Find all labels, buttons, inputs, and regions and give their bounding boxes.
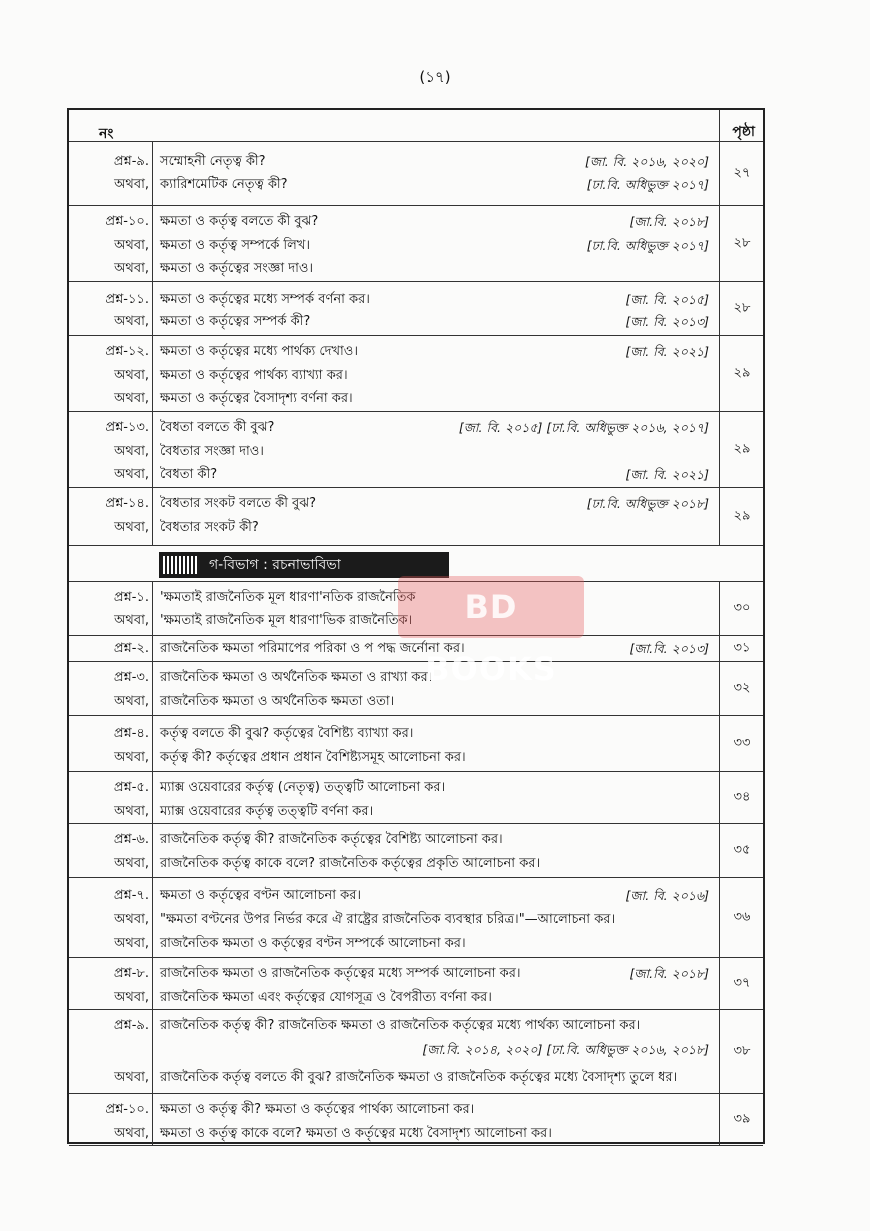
exam-reference: [জা. বি. ২০১৩] <box>625 314 709 329</box>
question-label: প্রশ্ন-৮. <box>113 966 149 981</box>
question-row <box>69 958 763 1010</box>
exam-reference: [জা. বি. ২০২১] <box>625 344 709 359</box>
question-label: অথবা, <box>114 990 149 1005</box>
question-text: রাজনৈতিক ক্ষমতা পরিমাপের পরিকা ও প পদ্ধ জর্নোনা কর। <box>160 641 465 656</box>
question-label: প্রশ্ন-৪. <box>113 726 149 741</box>
exam-reference: [জা.বি. ২০১৩] <box>629 641 709 656</box>
question-text: রাজনৈতিক ক্ষমতা এবং কর্তৃত্বের যোগসূত্র ও বৈপরীত্য বর্ণনা কর। <box>160 990 492 1005</box>
header-no: নং <box>99 126 114 142</box>
question-row <box>69 878 763 958</box>
question-label: প্রশ্ন-১০. <box>105 214 149 229</box>
exam-reference: [জা. বি. ২০১৬, ২০২০] <box>585 154 709 169</box>
question-label: অথবা, <box>114 1126 149 1141</box>
question-label: অথবা, <box>114 467 149 482</box>
question-text: ক্ষমতা ও কর্তৃত্ব কী? ক্ষমতা ও কর্তৃত্বের পার্থক্য আলোচনা কর। <box>160 1102 475 1117</box>
question-text: "ক্ষমতা বণ্টনের উপর নির্ভর করে ঐ রাষ্ট্রের রাজনৈতিক ব্যবস্থার চরিত্র।"—আলোচনা কর। <box>160 912 616 927</box>
question-row <box>69 412 763 488</box>
section-stripe-icon <box>163 556 199 574</box>
section-title <box>159 552 449 578</box>
question-text: রাজনৈতিক কর্তৃত্ব কী? রাজনৈতিক ক্ষমতা ও রাজনৈতিক কর্তৃত্বের মধ্যে পার্থক্য আলোচনা কর। <box>160 1018 641 1033</box>
question-row <box>69 1010 763 1094</box>
page-ref: ২৯ <box>733 365 751 380</box>
question-label: অথবা, <box>114 804 149 819</box>
question-row <box>69 142 763 206</box>
question-text: সম্মোহনী নেতৃত্ব কী? <box>160 154 266 169</box>
question-label: প্রশ্ন-১২. <box>105 344 149 359</box>
exam-reference: [ঢা.বি. অধিভুক্ত ২০১৮] <box>586 496 709 511</box>
exam-reference: [জা. বি. ২০১৬] <box>625 888 709 903</box>
question-text: বৈধতার সংকট বলতে কী বুঝ? <box>160 496 317 511</box>
question-text: কর্তৃত্ব বলতে কী বুঝ? কর্তৃত্বের বৈশিষ্ট্য ব্যাখ্যা কর। <box>160 726 414 741</box>
question-row <box>69 824 763 878</box>
question-row <box>69 716 763 772</box>
question-text: বৈধতা বলতে কী বুঝ? <box>160 420 275 435</box>
question-label: অথবা, <box>114 856 149 871</box>
question-text: ক্ষমতা ও কর্তৃত্বের বণ্টন আলোচনা কর। <box>160 888 362 903</box>
question-row <box>69 636 763 662</box>
exam-reference: [ঢা.বি. অধিভুক্ত ২০১৭] <box>586 177 709 192</box>
question-text: রাজনৈতিক ক্ষমতা ও কর্তৃত্বের বণ্টন সম্পর্কে আলোচনা কর। <box>160 936 466 951</box>
section-title-text: গ-বিভাগ : রচনাভাবিভা <box>209 557 341 573</box>
question-text: রাজনৈতিক ক্ষমতা ও রাজনৈতিক কর্তৃত্বের মধ্যে সম্পর্ক আলোচনা কর। <box>160 966 521 981</box>
question-text: ম্যাক্স ওয়েবারের কর্তৃত্ব (নেতৃত্ব) তত্ত্বটি আলোচনা কর। <box>160 780 446 795</box>
exam-reference: [জা.বি. ২০১৮] <box>629 214 709 229</box>
question-text: ক্ষমতা ও কর্তৃত্ব কাকে বলে? ক্ষমতা ও কর্তৃত্বের মধ্যে বৈসাদৃশ্য আলোচনা কর। <box>160 1126 552 1141</box>
question-row <box>69 772 763 824</box>
question-text: বৈধতার সংজ্ঞা দাও। <box>160 444 264 459</box>
page-ref: ৩৮ <box>733 1043 751 1058</box>
question-text: কর্তৃত্ব কী? কর্তৃত্বের প্রধান প্রধান বৈশিষ্ট্যসমূহ আলোচনা কর। <box>160 750 466 765</box>
question-text: ক্ষমতা ও কর্তৃত্বের বৈসাদৃশ্য বর্ণনা কর। <box>160 391 353 406</box>
question-label: প্রশ্ন-১১. <box>105 292 149 307</box>
page-ref: ৩৪ <box>733 789 751 804</box>
question-label: অথবা, <box>114 177 149 192</box>
question-label: অথবা, <box>114 694 149 709</box>
question-label: প্রশ্ন-১০. <box>105 1102 149 1117</box>
question-row <box>69 282 763 336</box>
question-label: প্রশ্ন-৭. <box>113 888 149 903</box>
page-ref: ৩০ <box>733 600 751 615</box>
question-text: বৈধতা কী? <box>160 467 218 482</box>
question-row <box>69 662 763 716</box>
page-ref: ৩১ <box>733 640 751 655</box>
question-text: 'ক্ষমতাই রাজনৈতিক মূল ধারণা'ভিক রাজনৈতিক। <box>160 613 413 628</box>
question-text: বৈধতার সংকট কী? <box>160 520 259 535</box>
page-ref: ৩২ <box>733 680 751 695</box>
question-row <box>69 336 763 412</box>
question-text: ম্যাক্স ওয়েবারের কর্তৃত্ব তত্ত্বটি বর্ণনা কর। <box>160 804 374 819</box>
page-ref: ৩৫ <box>733 842 751 857</box>
question-text: রাজনৈতিক কর্তৃত্ব কাকে বলে? রাজনৈতিক কর্তৃত্বের প্রকৃতি আলোচনা কর। <box>160 856 541 871</box>
exam-reference: [জা. বি. ২০২১] <box>625 467 709 482</box>
page-ref: ২৭ <box>733 165 751 180</box>
header-page: পৃষ্ঠা <box>732 124 755 140</box>
question-row <box>69 488 763 546</box>
watermark-logo: BD BOOKS <box>398 576 584 638</box>
question-label: অথবা, <box>114 520 149 535</box>
exam-reference: [জা.বি. ২০১৪, ২০২০] [ঢা.বি. অধিভুক্ত ২০১৬, ২০১৮] <box>422 1042 709 1057</box>
question-text: ক্ষমতা ও কর্তৃত্বের মধ্যে সম্পর্ক বর্ণনা কর। <box>160 292 370 307</box>
question-text: রাজনৈতিক কর্তৃত্ব বলতে কী বুঝ? রাজনৈতিক ক্ষমতা ও রাজনৈতিক কর্তৃত্বের মধ্যে বৈসাদৃশ্য তুলে ধর। <box>160 1070 678 1085</box>
header-row <box>69 110 763 142</box>
question-label: প্রশ্ন-১. <box>113 590 149 605</box>
page-ref: ৩৩ <box>733 735 751 750</box>
question-label: প্রশ্ন-৬. <box>113 832 149 847</box>
question-label: প্রশ্ন-৯. <box>113 154 149 169</box>
page-number: (১৭) <box>419 68 451 86</box>
question-label: অথবা, <box>114 314 149 329</box>
question-text: ক্ষমতা ও কর্তৃত্বের সম্পর্ক কী? <box>160 314 311 329</box>
page-ref: ২৮ <box>733 300 751 315</box>
question-label: প্রশ্ন-৩. <box>113 670 149 685</box>
question-text: ক্ষমতা ও কর্তৃত্বের মধ্যে পার্থক্য দেখাও। <box>160 344 358 359</box>
page-ref: ২৯ <box>733 441 751 456</box>
question-label: অথবা, <box>114 368 149 383</box>
question-label: প্রশ্ন-৯. <box>113 1018 149 1033</box>
page-ref: ৩৭ <box>733 975 751 990</box>
question-label: প্রশ্ন-৫. <box>113 780 149 795</box>
question-text: 'ক্ষমতাই রাজনৈতিক মূল ধারণা'নতিক রাজনৈতিক <box>160 590 416 605</box>
page-ref: ২৯ <box>733 508 751 523</box>
question-label: অথবা, <box>114 750 149 765</box>
question-text: ক্ষমতা ও কর্তৃত্বের সংজ্ঞা দাও। <box>160 261 314 276</box>
question-label: প্রশ্ন-১৪. <box>105 496 149 511</box>
question-label: অথবা, <box>114 261 149 276</box>
question-label: অথবা, <box>114 1070 149 1085</box>
question-label: প্রশ্ন-২. <box>113 641 149 656</box>
question-label: অথবা, <box>114 391 149 406</box>
question-label: অথবা, <box>114 936 149 951</box>
page-ref: ২৮ <box>733 235 751 250</box>
question-label: অথবা, <box>114 238 149 253</box>
exam-reference: [জা.বি. ২০১৮] <box>629 966 709 981</box>
question-text: ক্ষমতা ও কর্তৃত্ব বলতে কী বুঝ? <box>160 214 319 229</box>
question-label: অথবা, <box>114 444 149 459</box>
question-text: ক্ষমতা ও কর্তৃত্বের পার্থক্য ব্যাখ্যা কর। <box>160 368 348 383</box>
exam-reference: [ঢা.বি. অধিভুক্ত ২০১৭] <box>586 238 709 253</box>
exam-reference: [জা. বি. ২০১৫] [ঢা.বি. অধিভুক্ত ২০১৬, ২০১৭] <box>458 420 709 435</box>
question-text: রাজনৈতিক ক্ষমতা ও অর্থনৈতিক ক্ষমতা ও রাখ্যা কর। <box>160 670 433 685</box>
question-row <box>69 206 763 282</box>
question-text: রাজনৈতিক কর্তৃত্ব কী? রাজনৈতিক কর্তৃত্বের বৈশিষ্ট্য আলোচনা কর। <box>160 832 503 847</box>
question-label: প্রশ্ন-১৩. <box>105 420 149 435</box>
exam-reference: [জা. বি. ২০১৫] <box>625 292 709 307</box>
question-text: রাজনৈতিক ক্ষমতা ও অর্থনৈতিক ক্ষমতা ওতা। <box>160 694 395 709</box>
page-ref: ৩৬ <box>733 909 751 924</box>
question-label: অথবা, <box>114 613 149 628</box>
page-ref: ৩৯ <box>733 1111 751 1126</box>
question-text: ক্যারিশমেটিক নেতৃত্ব কী? <box>160 177 288 192</box>
question-row <box>69 1094 763 1146</box>
question-label: অথবা, <box>114 912 149 927</box>
question-text: ক্ষমতা ও কর্তৃত্ব সম্পর্কে লিখ। <box>160 238 311 253</box>
